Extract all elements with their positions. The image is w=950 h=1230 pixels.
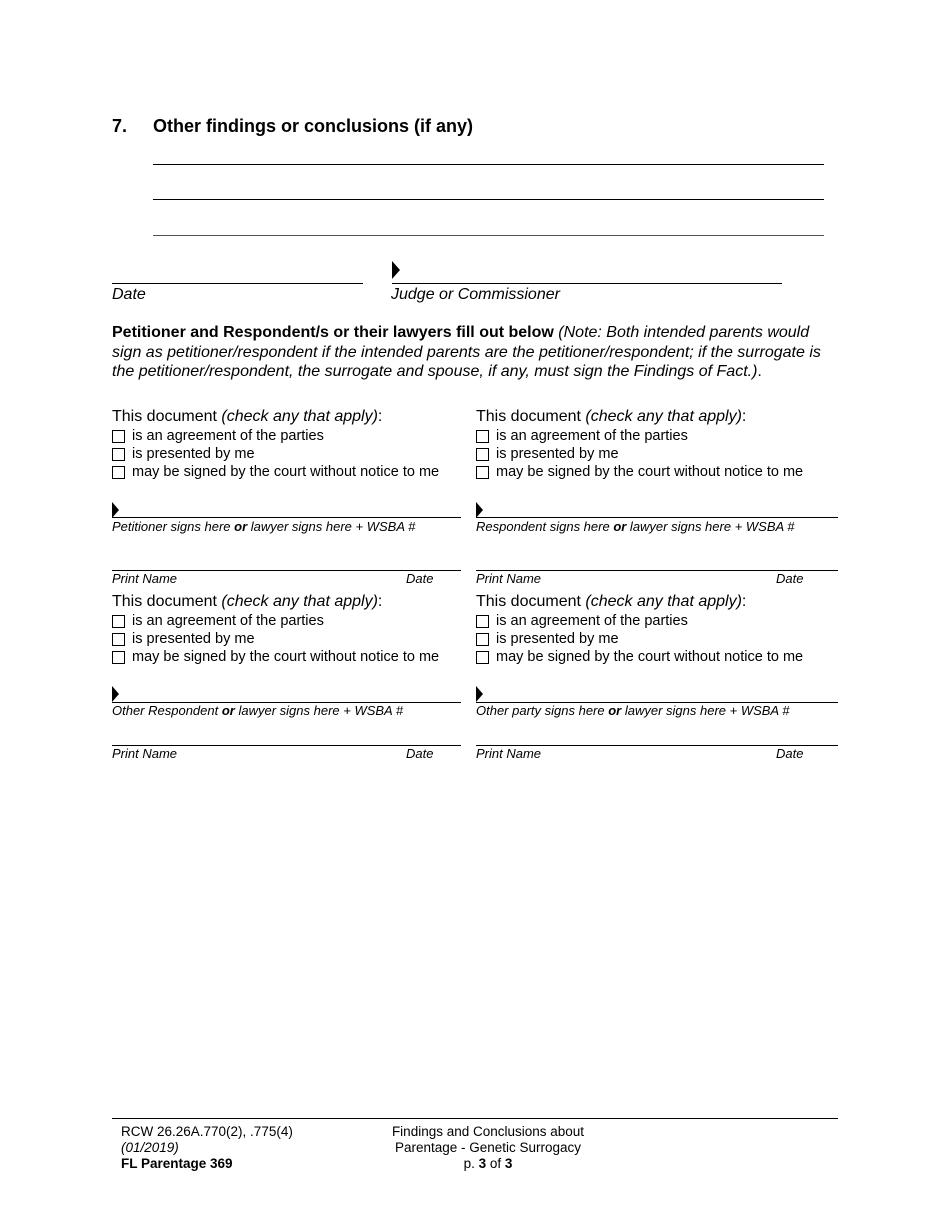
footer-rcw: RCW 26.26A.770(2), .775(4) xyxy=(121,1124,293,1139)
check-option-no-notice[interactable]: may be signed by the court without notice to me xyxy=(476,463,803,481)
date-label-small: Date xyxy=(776,571,804,586)
check-header: This document (check any that apply): xyxy=(112,408,383,425)
print-name-label: Print Name xyxy=(112,746,178,761)
other-party-check-group xyxy=(476,592,803,666)
check-header: This document (check any that apply): xyxy=(476,593,747,610)
date-label-small: Date xyxy=(406,571,434,586)
check-option-no-notice[interactable]: may be signed by the court without notice to me xyxy=(112,648,439,666)
checkbox[interactable] xyxy=(476,466,489,479)
signature-arrow-icon xyxy=(112,686,119,702)
findings-line-1[interactable] xyxy=(153,164,824,165)
checkbox[interactable] xyxy=(476,633,489,646)
check-header: This document (check any that apply): xyxy=(112,593,383,610)
other-respondent-check-group xyxy=(112,592,439,666)
footer-form-id: FL Parentage 369 xyxy=(121,1156,233,1171)
parties-instructions-bold: Petitioner and Respondent/s or their lawyers fill out below xyxy=(112,324,554,341)
check-header: This document (check any that apply): xyxy=(476,408,747,425)
check-option-presented[interactable]: is presented by me xyxy=(476,630,803,648)
petitioner-check-group xyxy=(112,407,439,481)
section-number: 7. xyxy=(112,116,128,136)
print-name-label: Print Name xyxy=(476,746,542,761)
parties-instructions-note: (Note: Both intended parents would sign as petitioner/respondent if the intended parents are the petitioner/respondent; if the surrogate is the petitioner/respondent, the surrogate and spouse, if any, must sign the Findings of Fact.) xyxy=(112,324,821,380)
checkbox[interactable] xyxy=(112,466,125,479)
findings-line-3[interactable] xyxy=(153,235,824,236)
respondent-signature-line[interactable] xyxy=(476,517,838,518)
date-label: Date xyxy=(112,286,146,303)
check-option-agreement[interactable]: is an agreement of the parties xyxy=(476,612,803,630)
print-name-label: Print Name xyxy=(476,571,542,586)
checkbox[interactable] xyxy=(112,448,125,461)
check-option-agreement[interactable]: is an agreement of the parties xyxy=(112,427,439,445)
date-line[interactable] xyxy=(112,283,363,284)
parties-instructions-tail: . xyxy=(757,363,762,380)
signature-arrow-icon xyxy=(392,261,400,279)
footer-page: p. 3 of 3 xyxy=(463,1156,513,1171)
footer-left xyxy=(121,1124,293,1172)
signature-arrow-icon xyxy=(476,502,483,518)
checkbox[interactable] xyxy=(112,615,125,628)
check-option-no-notice[interactable]: may be signed by the court without notice to me xyxy=(476,648,803,666)
footer-title-2: Parentage - Genetic Surrogacy xyxy=(394,1140,582,1155)
respondent-signature-caption: Respondent signs here or lawyer signs here + WSBA # xyxy=(476,519,795,534)
judge-label: Judge or Commissioner xyxy=(391,286,560,303)
check-option-no-notice[interactable]: may be signed by the court without notice to me xyxy=(112,463,439,481)
footer-revision: (01/2019) xyxy=(121,1140,179,1155)
checkbox[interactable] xyxy=(112,633,125,646)
other-respondent-signature-caption: Other Respondent or lawyer signs here + WSBA # xyxy=(112,703,404,718)
checkbox[interactable] xyxy=(112,651,125,664)
check-option-presented[interactable]: is presented by me xyxy=(476,445,803,463)
check-option-presented[interactable]: is presented by me xyxy=(112,445,439,463)
check-option-presented[interactable]: is presented by me xyxy=(112,630,439,648)
respondent-check-group xyxy=(476,407,803,481)
section-title: Other findings or conclusions (if any) xyxy=(153,116,474,136)
date-label-small: Date xyxy=(776,746,804,761)
checkbox[interactable] xyxy=(112,430,125,443)
other-party-signature-caption: Other party signs here or lawyer signs here + WSBA # xyxy=(476,703,790,718)
date-label-small: Date xyxy=(406,746,434,761)
checkbox[interactable] xyxy=(476,651,489,664)
footer-center xyxy=(388,1124,588,1172)
checkbox[interactable] xyxy=(476,615,489,628)
signature-arrow-icon xyxy=(476,686,483,702)
footer-rule xyxy=(112,1118,838,1119)
check-option-agreement[interactable]: is an agreement of the parties xyxy=(476,427,803,445)
findings-line-2[interactable] xyxy=(153,199,824,200)
signature-arrow-icon xyxy=(112,502,119,518)
petitioner-signature-line[interactable] xyxy=(112,517,461,518)
checkbox[interactable] xyxy=(476,448,489,461)
checkbox[interactable] xyxy=(476,430,489,443)
check-option-agreement[interactable]: is an agreement of the parties xyxy=(112,612,439,630)
judge-signature-line[interactable] xyxy=(392,283,782,284)
petitioner-signature-caption: Petitioner signs here or lawyer signs here + WSBA # xyxy=(112,519,416,534)
footer-title-1: Findings and Conclusions about xyxy=(391,1124,585,1139)
print-name-label: Print Name xyxy=(112,571,178,586)
parties-instructions xyxy=(112,323,834,382)
